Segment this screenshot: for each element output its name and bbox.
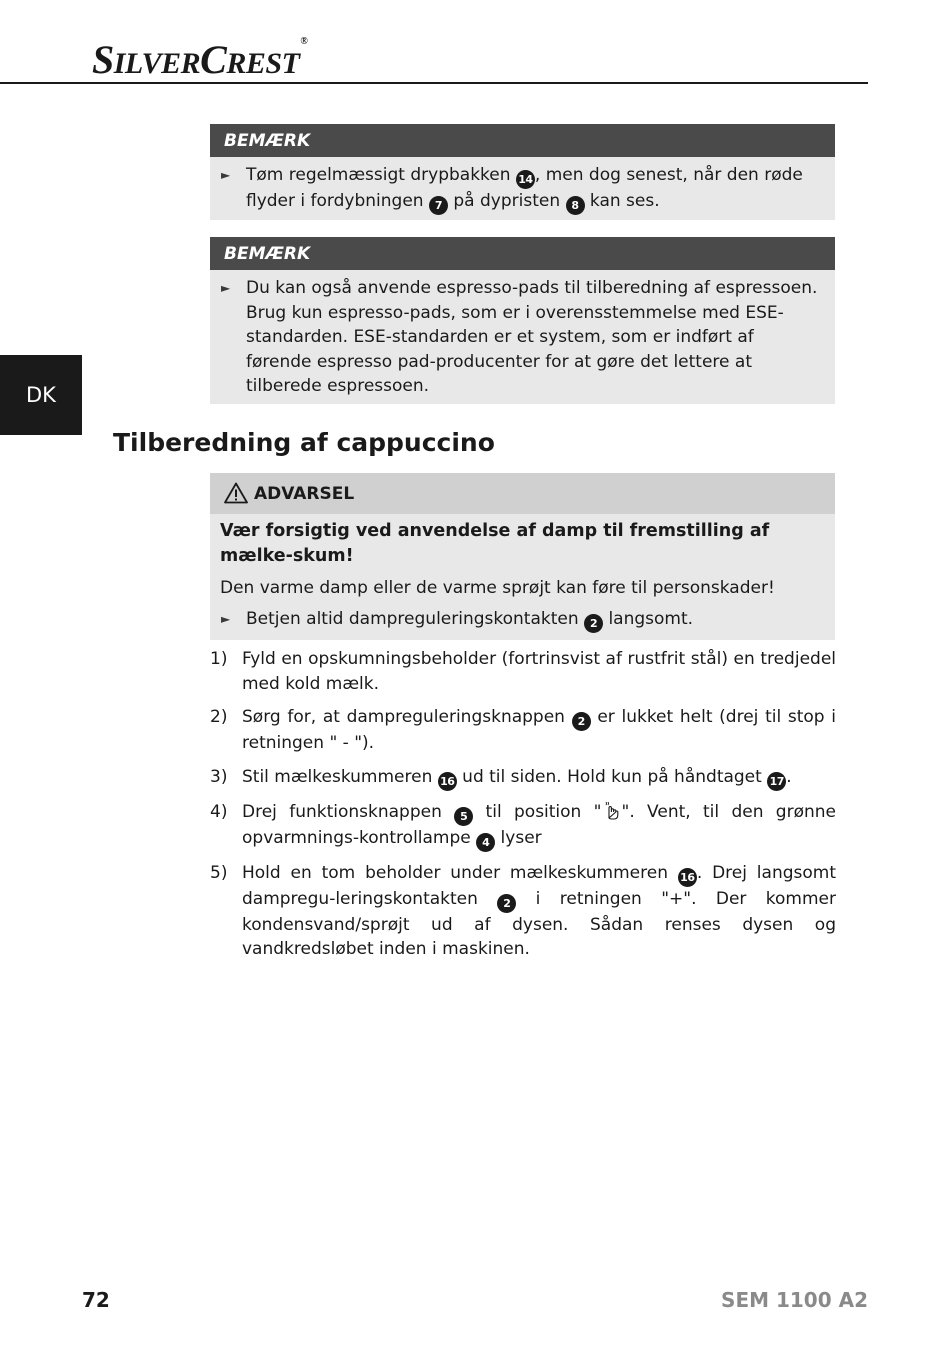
text-run: Stil mælkeskummeren	[242, 766, 438, 787]
reference-number: 14	[516, 170, 535, 189]
reference-number: 16	[678, 868, 697, 887]
text-run: kan ses.	[584, 191, 660, 211]
section-title: Tilberedning af cappuccino	[113, 428, 495, 457]
page-number: 72	[82, 1288, 110, 1312]
warning-label: ADVARSEL	[254, 483, 355, 504]
language-tab: DK	[0, 355, 82, 435]
text-run: er lukket helt (drej til stop i retningen " - ").	[242, 707, 836, 753]
warning-bold-text: Vær forsigtig ved anvendelse af damp til fremstilling af mælke-skum!	[220, 521, 770, 566]
brand-logo	[92, 36, 307, 83]
step-item	[210, 800, 836, 852]
step-text	[242, 765, 792, 791]
text-run: . Drej langsomt dampregu-leringskontakten	[242, 862, 836, 909]
text-run: til position "	[473, 801, 602, 822]
step-item	[210, 765, 836, 791]
text-run: Sørg for, at dampreguleringsknappen	[242, 707, 572, 727]
note-text	[246, 163, 819, 215]
step-number: 3)	[210, 766, 228, 787]
bullet-arrow-icon: ►	[221, 612, 231, 626]
note-text: Du kan også anvende espresso-pads til tilberedning af espressoen. Brug kun espresso-pads, som er i overensstemmelse med ESE-standarden. ESE-standarden er et system, som er indført af førende espresso pad-producenter for at gøre det lettere at tilberede espressoen.	[246, 278, 818, 396]
step-number: 2)	[210, 707, 228, 727]
warning-text: Den varme damp eller de varme sprøjt kan føre til personskader!	[220, 578, 775, 598]
warning-bullet	[210, 600, 835, 633]
step-number: 4)	[210, 801, 228, 822]
step-item	[210, 861, 836, 962]
reference-number: 8	[566, 196, 585, 215]
reference-number: 2	[497, 894, 516, 913]
note-box-espresso-pads	[210, 237, 835, 404]
reference-number: 5	[454, 807, 473, 826]
text-run: langsomt.	[603, 609, 694, 629]
bullet-arrow-icon: ►	[221, 168, 231, 182]
text-run: på dypristen	[447, 191, 566, 211]
step-number: 1)	[210, 649, 228, 669]
logo-letter: C	[200, 37, 227, 82]
reference-number: 2	[572, 712, 591, 731]
logo-letters: ILVER	[113, 47, 201, 80]
logo-letters: REST	[226, 47, 300, 80]
logo-letter: S	[92, 37, 114, 82]
text-run: .	[786, 766, 792, 787]
reference-number: 4	[476, 833, 495, 852]
reference-number: 7	[429, 196, 448, 215]
text-run: lyser	[495, 827, 542, 848]
step-text	[242, 861, 836, 962]
note-box-drip-tray	[210, 124, 835, 220]
note-bullet	[220, 276, 819, 399]
warning-triangle-icon	[224, 482, 248, 504]
note-body	[210, 157, 835, 220]
text-run: Hold en tom beholder under mælkeskummeren	[242, 862, 678, 883]
text-run: Fyld en opskumningsbeholder (fortrinsvist af rustfrit stål) en tredjedel med kold mælk.	[242, 649, 836, 694]
warning-heading	[210, 473, 835, 514]
text-run: ". Vent, til den grønne opvarmnings-kontrollampe	[242, 801, 836, 848]
text-run: , men dog senest, når den røde flyder i fordybningen	[246, 165, 803, 211]
step-item	[210, 647, 836, 696]
step-text	[242, 647, 836, 696]
text-run: i retningen "+". Der kommer kondensvand/sprøjt ud af dysen. Sådan renses dysen og vandkredsløbet inden i maskinen.	[242, 888, 837, 959]
step-number: 5)	[210, 862, 228, 883]
instruction-steps	[210, 647, 836, 971]
header-rule	[0, 82, 868, 84]
model-number: SEM 1100 A2	[721, 1288, 868, 1312]
reference-number: 16	[438, 772, 457, 791]
step-item	[210, 705, 836, 756]
text-run: Drej funktionsknappen	[242, 801, 455, 822]
text-run: Betjen altid dampreguleringskontakten	[246, 609, 585, 629]
step-text	[242, 705, 836, 756]
note-heading: BEMÆRK	[210, 237, 835, 270]
text-run: Tøm regelmæssigt drypbakken	[246, 165, 516, 185]
steam-hand-icon	[602, 801, 622, 821]
warning-bullet-text	[246, 607, 693, 633]
step-text	[242, 800, 836, 852]
note-heading: BEMÆRK	[210, 124, 835, 157]
note-bullet	[220, 163, 819, 215]
reference-number: 17	[767, 772, 786, 791]
warning-box	[210, 473, 835, 640]
bullet-arrow-icon: ►	[221, 281, 231, 295]
note-body	[210, 270, 835, 404]
text-run: ud til siden. Hold kun på håndtaget	[456, 766, 768, 787]
registered-mark: ®	[300, 36, 308, 47]
reference-number: 2	[584, 614, 603, 633]
